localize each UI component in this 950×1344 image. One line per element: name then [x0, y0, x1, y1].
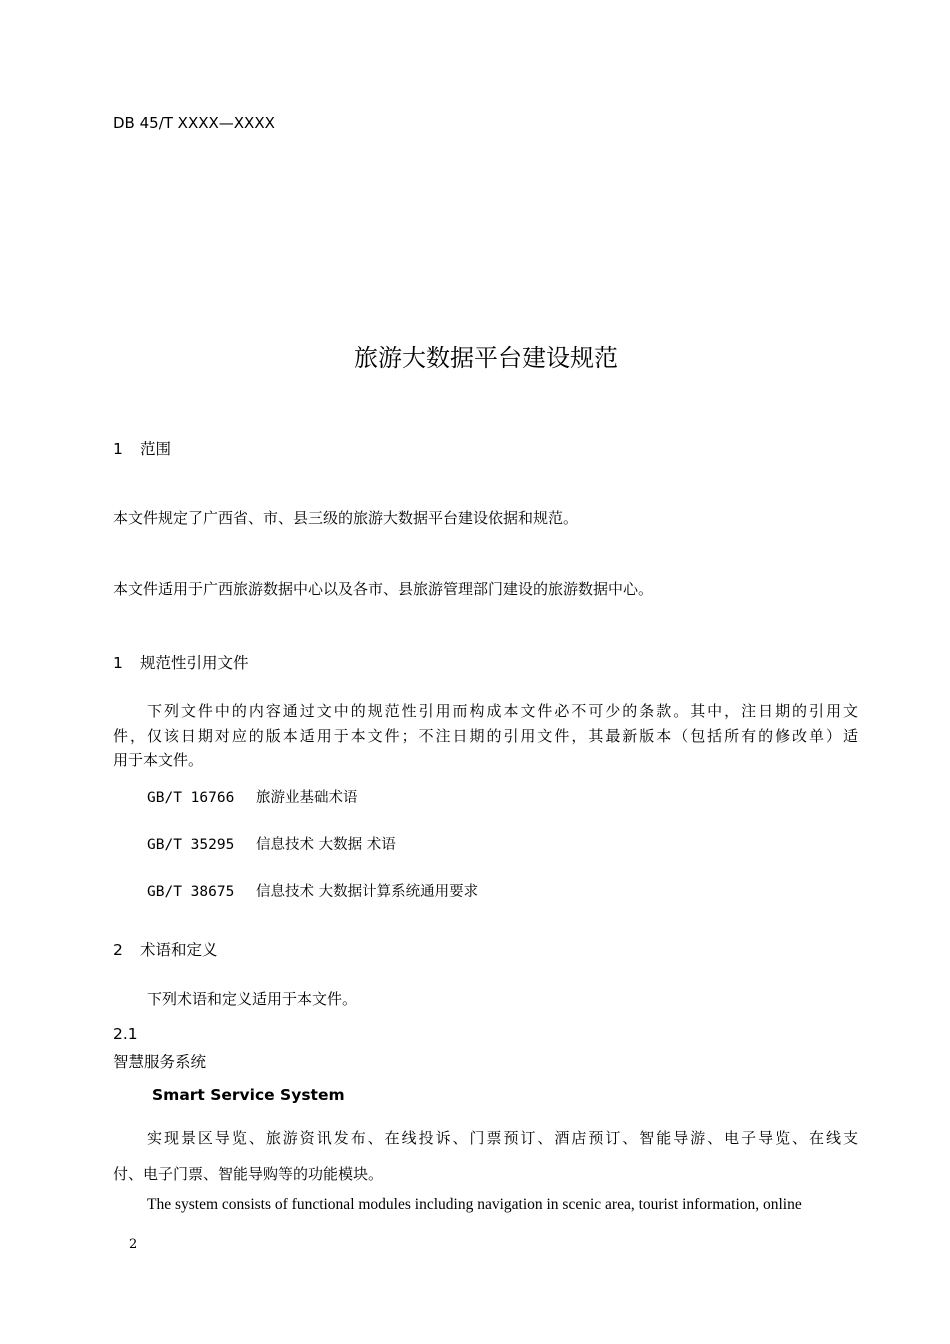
term-chinese: 智慧服务系统 [113, 1053, 207, 1071]
references-intro-line-2: 件，仅该日期对应的版本适用于本文件；不注日期的引用文件，其最新版本（包括所有的修改单）适 [113, 726, 858, 745]
reference-item [147, 880, 478, 901]
section-title: 规范性引用文件 [140, 654, 249, 672]
section-title: 术语和定义 [140, 941, 218, 959]
reference-code: GB/T 38675 [147, 884, 235, 900]
term-definition-line-2: 付、电子门票、智能导购等的功能模块。 [113, 1165, 384, 1183]
terms-intro: 下列术语和定义适用于本文件。 [147, 990, 358, 1008]
document-title: 旅游大数据平台建设规范 [354, 344, 618, 372]
term-english: Smart Service System [152, 1086, 345, 1104]
reference-item [147, 786, 358, 807]
reference-name: 信息技术 大数据 术语 [256, 837, 396, 853]
page-number: 2 [129, 1237, 138, 1252]
references-intro-line-3: 用于本文件。 [113, 751, 204, 769]
term-number: 2.1 [113, 1025, 138, 1043]
reference-code: GB/T 16766 [147, 790, 235, 806]
term-definition-line-1: 实现景区导览、旅游资讯发布、在线投诉、门票预订、酒店预订、智能导游、电子导览、在线支 [147, 1129, 858, 1147]
references-intro-line-1: 下列文件中的内容通过文中的规范性引用而构成本文件必不可少的条款。其中，注日期的引用文 [147, 702, 858, 720]
section-heading-references [113, 651, 249, 673]
section-heading-scope [113, 437, 171, 459]
section-title: 范围 [140, 440, 172, 458]
document-code: DB 45/T XXXX—XXXX [113, 114, 275, 132]
reference-name: 信息技术 大数据计算系统通用要求 [256, 884, 479, 900]
section-number: 1 [113, 654, 123, 672]
section-number: 1 [113, 440, 123, 458]
scope-paragraph-2: 本文件适用于广西旅游数据中心以及各市、县旅游管理部门建设的旅游数据中心。 [113, 580, 654, 598]
reference-item [147, 833, 396, 854]
reference-name: 旅游业基础术语 [256, 790, 358, 806]
scope-paragraph-1: 本文件规定了广西省、市、县三级的旅游大数据平台建设依据和规范。 [113, 509, 579, 527]
term-definition-english: The system consists of functional modules including navigation in scenic area, tourist information, online [147, 1196, 802, 1213]
section-heading-terms [113, 938, 218, 960]
reference-code: GB/T 35295 [147, 837, 235, 853]
section-number: 2 [113, 941, 123, 959]
